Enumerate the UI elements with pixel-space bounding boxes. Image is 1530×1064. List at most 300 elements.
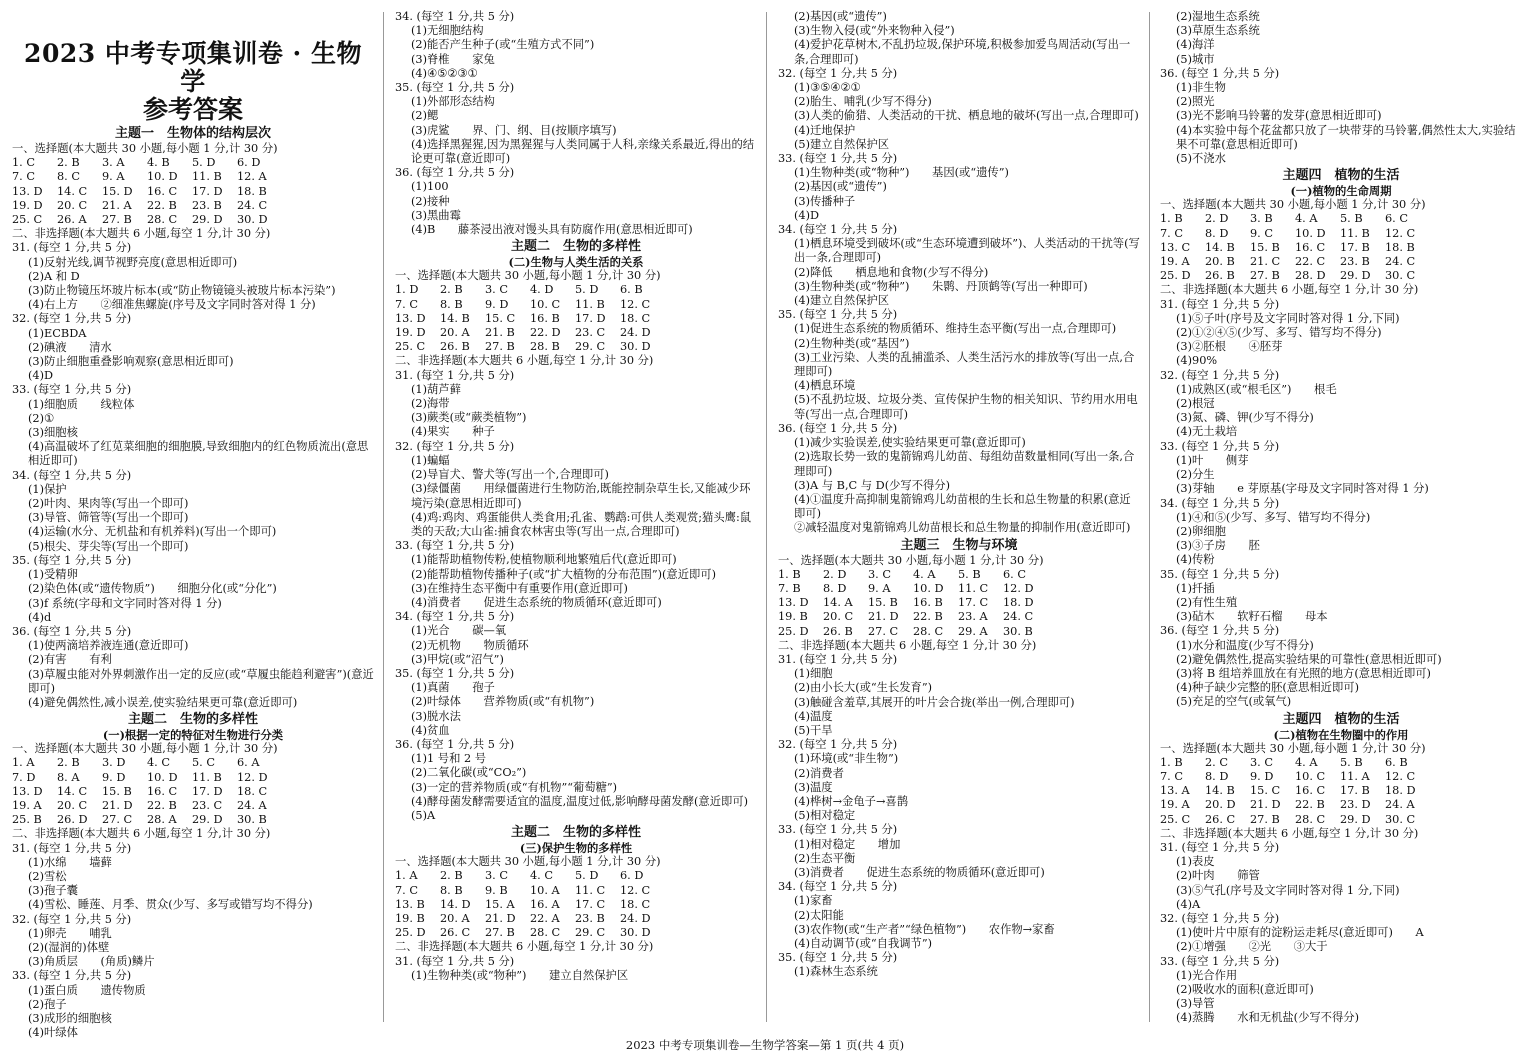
answer-line: (4)高温破坏了红苋菜细胞的细胞膜,导致细胞内的红色物质流出(意思相近即可) bbox=[28, 440, 369, 468]
answer-cell: 18. C bbox=[620, 897, 651, 911]
answer-line: (2)避免偶然性,提高实验结果的可靠性(意思相近即可) bbox=[1176, 652, 1442, 666]
answer-line: (2)叶肉 筛管 bbox=[1176, 869, 1260, 883]
answer-cell: 29. D bbox=[1340, 269, 1371, 283]
answer-line: (3)氮、磷、钾(少写不得分) bbox=[1176, 411, 1314, 425]
question-line: 34. (每空 1 分,共 5 分) bbox=[395, 10, 515, 23]
question-line: 31. (每空 1 分,共 5 分) bbox=[778, 652, 898, 666]
question-line: 32. (每空 1 分,共 5 分) bbox=[1160, 911, 1280, 925]
answer-line: (3)传播种子 bbox=[794, 194, 856, 208]
answer-cell: 7. C bbox=[395, 297, 419, 311]
answer-cell: 14. B bbox=[440, 311, 470, 325]
answer-line: (2)①②④⑤(少写、多写、错写均不得分) bbox=[1176, 326, 1382, 340]
section-heading: 主题四 植物的生活 bbox=[1282, 711, 1400, 727]
answer-cell: 21. D bbox=[102, 798, 133, 812]
answer-line: (3)成形的细胞核 bbox=[28, 1011, 112, 1025]
question-line: 35. (每空 1 分,共 5 分) bbox=[12, 553, 132, 567]
question-line: 32. (每空 1 分,共 5 分) bbox=[12, 912, 132, 926]
answer-line: (4)消费者 促进生态系统的物质循环(意近即可) bbox=[411, 595, 662, 609]
answer-grid bbox=[395, 869, 665, 940]
document-subtitle: 参考答案 bbox=[142, 95, 243, 124]
answer-cell: 4. C bbox=[147, 756, 171, 770]
answer-line: (2)无机物 物质循环 bbox=[411, 638, 529, 652]
answer-cell: 5. D bbox=[575, 869, 599, 883]
answer-line: (4)d bbox=[28, 610, 52, 624]
answer-line: (2)生物种类(或“基因”) bbox=[794, 336, 910, 350]
answer-line: (3)f 系统(字母和文字同时答对得 1 分) bbox=[28, 596, 222, 610]
answer-cell: 3. C bbox=[868, 567, 892, 581]
answer-grid bbox=[1160, 756, 1430, 827]
answer-line: (4)雪松、睡莲、月季、贯众(少写、多写或错写均不得分) bbox=[28, 898, 313, 912]
answer-cell: 27. B bbox=[102, 213, 132, 227]
answer-cell: 22. B bbox=[1295, 798, 1325, 812]
question-line: 32. (每空 1 分,共 5 分) bbox=[395, 439, 515, 453]
question-line: 35. (每空 1 分,共 5 分) bbox=[1160, 567, 1280, 581]
answer-cell: 23. B bbox=[575, 911, 605, 925]
answer-line: (3)在维持生态平衡中有重要作用(意近即可) bbox=[411, 581, 628, 595]
answer-line: (1)生物种类(或“物种”) 建立自然保护区 bbox=[411, 968, 629, 982]
answer-cell: 22. B bbox=[147, 198, 177, 212]
subsection-heading: (一)植物的生命周期 bbox=[1290, 184, 1392, 199]
answer-line: (2)(湿润的)体壁 bbox=[28, 940, 110, 954]
section-heading: 主题一 生物体的结构层次 bbox=[114, 126, 271, 141]
question-line: 32. (每空 1 分,共 5 分) bbox=[1160, 368, 1280, 382]
subsection-heading: (三)保护生物的多样性 bbox=[519, 841, 633, 856]
answer-line: (2)降低 栖息地和食物(少写不得分) bbox=[794, 265, 989, 279]
column-4-body bbox=[1160, 10, 1522, 1026]
answer-grid bbox=[1160, 212, 1430, 283]
subsection-heading: (一)根据一定的特征对生物进行分类 bbox=[102, 728, 284, 743]
answer-cell: 24. C bbox=[1385, 255, 1416, 269]
answer-line: (2)海带 bbox=[411, 397, 450, 411]
answer-cell: 10. A bbox=[530, 883, 560, 897]
answer-line: (1)受精卵 bbox=[28, 568, 78, 582]
answer-line: (4)迁地保护 bbox=[794, 123, 856, 137]
column-divider bbox=[766, 12, 767, 1022]
answer-line: (3)生物种类(或“物种”) 朱鹮、丹顶鹤等(写出一种即可) bbox=[794, 279, 1088, 293]
answer-cell: 26. B bbox=[823, 624, 853, 638]
answer-cell: 18. D bbox=[1385, 784, 1416, 798]
answer-cell: 3. C bbox=[485, 869, 509, 883]
answer-line: (3)导管 bbox=[1176, 997, 1215, 1011]
answer-cell: 28. C bbox=[147, 213, 178, 227]
question-line: 31. (每空 1 分,共 5 分) bbox=[1160, 840, 1280, 854]
question-line: 36. (每空 1 分,共 5 分) bbox=[1160, 66, 1280, 80]
answer-cell: 15. C bbox=[1250, 784, 1281, 798]
answer-cell: 10. D bbox=[147, 770, 178, 784]
answer-line: (1)⑤子叶(序号及文字同时答对得 1 分,下同) bbox=[1176, 311, 1400, 325]
question-line: 31. (每空 1 分,共 5 分) bbox=[395, 954, 515, 968]
answer-cell: 10. C bbox=[530, 297, 561, 311]
question-line: 33. (每空 1 分,共 5 分) bbox=[12, 383, 132, 397]
answer-line: (3)虎鲨 界、门、纲、目(按顺序填写) bbox=[411, 123, 617, 137]
answer-cell: 17. D bbox=[575, 311, 606, 325]
answer-line: (2)太阳能 bbox=[794, 908, 844, 922]
answer-cell: 4. A bbox=[1295, 212, 1318, 226]
answer-cell: 15. B bbox=[1250, 240, 1280, 254]
answer-line: (2)碘液 清水 bbox=[28, 340, 112, 354]
answer-line: (1)成熟区(或“根毛区”) 根毛 bbox=[1176, 382, 1337, 396]
answer-cell: 29. C bbox=[575, 340, 606, 354]
question-line: 32. (每空 1 分,共 5 分) bbox=[12, 312, 132, 326]
answer-line: (4)鸡:鸡肉、鸡蛋能供人类食用;孔雀、鹦鹉:可供人类观赏;猫头鹰:鼠类的天敌;大山雀:捕食农林害虫等(写出一点,合理即可) bbox=[411, 510, 752, 538]
answer-line: (3)防止细胞重叠影响观察(意思相近即可) bbox=[28, 355, 234, 369]
answer-cell: 30. C bbox=[1385, 812, 1416, 826]
answer-cell: 1. D bbox=[395, 283, 419, 297]
answer-line: (3)人类的偷猎、人类活动的干扰、栖息地的破坏(写出一点,合理即可) bbox=[794, 109, 1139, 123]
answer-cell: 12. C bbox=[620, 883, 651, 897]
subsection-heading: (二)植物在生物圈中的作用 bbox=[1273, 727, 1409, 742]
answer-line: (1)③⑤④②① bbox=[794, 81, 861, 95]
answer-line: (3)A 与 B,C 与 D(少写不得分) bbox=[794, 478, 951, 492]
answer-line: (5)根尖、芽尖等(写出一个即可) bbox=[28, 539, 189, 553]
answer-line: (4)桦树→金龟子→喜鹊 bbox=[794, 794, 909, 808]
answer-cell: 13. D bbox=[778, 596, 809, 610]
answer-line: (1)葫芦藓 bbox=[411, 382, 461, 396]
answer-line: (2)鳃 bbox=[411, 109, 439, 123]
answer-cell: 9. A bbox=[868, 581, 891, 595]
answer-cell: 6. D bbox=[237, 156, 261, 170]
answer-cell: 28. C bbox=[1295, 812, 1326, 826]
column-3-body bbox=[778, 10, 1140, 980]
answer-line: (4)温度 bbox=[794, 709, 833, 723]
answer-line: (5)干旱 bbox=[794, 723, 833, 737]
answer-line: (1)使叶片中原有的淀粉运走耗尽(意近即可) A bbox=[1176, 926, 1424, 940]
answer-line: (2)选取长势一致的鬼箭锦鸡儿幼苗、每组幼苗数量相同(写出一条,合理即可) bbox=[794, 450, 1135, 478]
answer-cell: 25. D bbox=[778, 624, 809, 638]
answer-cell: 18. B bbox=[237, 184, 267, 198]
answer-cell: 8. D bbox=[1205, 769, 1229, 783]
answer-cell: 20. D bbox=[1205, 798, 1236, 812]
answer-cell: 2. B bbox=[57, 156, 80, 170]
answer-cell: 10. D bbox=[1295, 226, 1326, 240]
answer-cell: 13. C bbox=[1160, 240, 1191, 254]
answer-cell: 3. D bbox=[102, 756, 126, 770]
answer-line: (1)促进生态系统的物质循环、维持生态平衡(写出一点,合理即可) bbox=[794, 322, 1117, 336]
answer-line: (1)使两滴培养液连通(意近即可) bbox=[28, 639, 189, 653]
column-2-body bbox=[395, 10, 757, 983]
answer-line: (4)建立自然保护区 bbox=[794, 294, 890, 308]
answer-cell: 23. B bbox=[192, 198, 222, 212]
answer-cell: 11. B bbox=[575, 297, 605, 311]
answer-line: (2)分生 bbox=[1176, 468, 1215, 482]
answer-cell: 1. A bbox=[395, 869, 418, 883]
answer-cell: 3. B bbox=[1250, 212, 1273, 226]
question-line: 33. (每空 1 分,共 5 分) bbox=[1160, 439, 1280, 453]
section-heading: 主题二 生物的多样性 bbox=[127, 712, 258, 728]
answer-cell: 14. D bbox=[440, 897, 471, 911]
answer-cell: 25. B bbox=[12, 813, 42, 827]
answer-line: (3)孢子囊 bbox=[28, 884, 78, 898]
answer-cell: 28. B bbox=[530, 340, 560, 354]
answer-line: (1)蝙蝠 bbox=[411, 453, 450, 467]
answer-cell: 18. C bbox=[237, 784, 268, 798]
answer-cell: 11. C bbox=[958, 581, 989, 595]
answer-cell: 20. C bbox=[57, 198, 88, 212]
answer-cell: 14. C bbox=[57, 184, 88, 198]
answer-cell: 25. D bbox=[395, 926, 426, 940]
column-1 bbox=[12, 10, 374, 1040]
answer-cell: 27. C bbox=[868, 624, 899, 638]
answer-cell: 2. D bbox=[1205, 212, 1229, 226]
answer-line: (2)消费者 bbox=[794, 766, 844, 780]
answer-line: (1)表皮 bbox=[1176, 855, 1215, 869]
answer-line: (4)右上方 ②细准焦螺旋(序号及文字同时答对得 1 分) bbox=[28, 298, 316, 312]
answer-cell: 26. A bbox=[57, 213, 87, 227]
answer-line: (3)触碰含羞草,其展开的叶片会合拢(举出一例,合理即可) bbox=[794, 695, 1075, 709]
answer-line: (4)D bbox=[794, 208, 820, 222]
answer-line: (2)吸收水的面积(意近即可) bbox=[1176, 983, 1314, 996]
answer-line: (2)有性生殖 bbox=[1176, 595, 1238, 609]
answer-cell: 27. B bbox=[485, 926, 515, 940]
answer-line: (3)脱水法 bbox=[411, 709, 461, 723]
answer-cell: 20. A bbox=[440, 911, 470, 925]
column-3 bbox=[778, 10, 1140, 1030]
question-line: 32. (每空 1 分,共 5 分) bbox=[778, 738, 898, 752]
answer-line: (1)细胞 bbox=[794, 667, 833, 681]
answer-line: (5)不乱扔垃圾、垃圾分类、宣传保护生物的相关知识、节约用水用电等(写出一点,合理即可) bbox=[794, 393, 1138, 421]
answer-cell: 1. B bbox=[1160, 755, 1183, 769]
answer-cell: 25. C bbox=[395, 340, 426, 354]
answer-cell: 16. C bbox=[147, 184, 178, 198]
answer-cell: 2. B bbox=[57, 756, 80, 770]
answer-cell: 19. B bbox=[778, 610, 808, 624]
answer-cell: 22. A bbox=[530, 911, 560, 925]
answer-line: (2)根冠 bbox=[1176, 397, 1215, 411]
answer-cell: 24. C bbox=[237, 198, 268, 212]
answer-line: (4)无土栽培 bbox=[1176, 425, 1238, 439]
question-line: 36. (每空 1 分,共 5 分) bbox=[395, 166, 515, 180]
answer-line: (1)家畜 bbox=[794, 894, 833, 908]
section-heading: 主题二 生物的多样性 bbox=[510, 239, 641, 255]
answer-cell: 5. B bbox=[958, 567, 981, 581]
question-line: 一、选择题(本大题共 30 小题,每小题 1 分,计 30 分) bbox=[1160, 198, 1426, 212]
answer-cell: 17. D bbox=[192, 184, 223, 198]
answer-line: (2)胎生、哺乳(少写不得分) bbox=[794, 95, 932, 109]
answer-line: (1)光合 碳—氧 bbox=[411, 624, 507, 638]
answer-cell: 22. C bbox=[1295, 255, 1326, 269]
question-line: 36. (每空 1 分,共 5 分) bbox=[12, 624, 132, 638]
answer-grid bbox=[12, 756, 282, 827]
answer-cell: 28. C bbox=[913, 624, 944, 638]
answer-line: (4)种子缺少完整的胚(意思相近即可) bbox=[1176, 681, 1359, 695]
answer-cell: 4. A bbox=[1295, 755, 1318, 769]
answer-line: (3)蕨类(或“蕨类植物”) bbox=[411, 411, 527, 425]
answer-cell: 2. D bbox=[823, 567, 847, 581]
answer-cell: 20. C bbox=[823, 610, 854, 624]
answer-cell: 2. C bbox=[1205, 755, 1229, 769]
answer-cell: 3. C bbox=[485, 283, 509, 297]
answer-line: (3)一定的营养物质(或“有机物”“葡萄糖”) bbox=[411, 780, 618, 794]
answer-cell: 11. B bbox=[1340, 226, 1370, 240]
answer-cell: 11. B bbox=[192, 770, 222, 784]
subsection-heading: (二)生物与人类生活的关系 bbox=[508, 255, 644, 270]
question-line: 二、非选择题(本大题共 6 小题,每空 1 分,计 30 分) bbox=[12, 227, 271, 241]
answer-cell: 2. B bbox=[440, 283, 463, 297]
answer-line: (3)③子房 胚 bbox=[1176, 539, 1260, 553]
answer-line: (3)草原生态系统 bbox=[1176, 24, 1260, 38]
answer-cell: 18. D bbox=[1003, 596, 1034, 610]
answer-line: (5)建立自然保护区 bbox=[794, 137, 890, 151]
answer-line: (2)孢子 bbox=[28, 997, 67, 1011]
answer-line: (1)扦插 bbox=[1176, 581, 1215, 595]
question-line: 33. (每空 1 分,共 5 分) bbox=[395, 539, 515, 553]
answer-cell: 29. A bbox=[958, 624, 988, 638]
column-divider bbox=[1149, 12, 1150, 1022]
answer-cell: 21. C bbox=[1250, 255, 1281, 269]
question-line: 二、非选择题(本大题共 6 小题,每空 1 分,计 30 分) bbox=[395, 940, 654, 954]
answer-cell: 19. A bbox=[12, 798, 42, 812]
answer-cell: 18. C bbox=[620, 311, 651, 325]
question-line: 二、非选择题(本大题共 6 小题,每空 1 分,计 30 分) bbox=[12, 827, 271, 841]
question-line: 33. (每空 1 分,共 5 分) bbox=[1160, 954, 1280, 968]
answer-cell: 1. B bbox=[778, 567, 801, 581]
question-line: 一、选择题(本大题共 30 小题,每小题 1 分,计 30 分) bbox=[1160, 741, 1426, 755]
answer-cell: 18. B bbox=[1385, 240, 1415, 254]
answer-cell: 14. A bbox=[823, 596, 853, 610]
question-line: 二、非选择题(本大题共 6 小题,每空 1 分,计 30 分) bbox=[1160, 283, 1419, 297]
question-line: 31. (每空 1 分,共 5 分) bbox=[12, 241, 132, 255]
answer-cell: 24. A bbox=[1385, 798, 1415, 812]
answer-cell: 9. D bbox=[485, 297, 509, 311]
answer-line: (4)栖息环境 bbox=[794, 379, 856, 393]
answer-cell: 13. D bbox=[12, 184, 43, 198]
answer-cell: 10. C bbox=[1295, 769, 1326, 783]
answer-cell: 4. A bbox=[913, 567, 936, 581]
answer-cell: 23. A bbox=[958, 610, 988, 624]
answer-cell: 16. C bbox=[1295, 240, 1326, 254]
section-heading: 主题四 植物的生活 bbox=[1282, 168, 1400, 184]
answer-line: (4)蒸腾 水和无机盐(少写不得分) bbox=[1176, 1011, 1359, 1025]
answer-line: (1)④和⑤(少写、多写、错写均不得分) bbox=[1176, 510, 1371, 524]
answer-cell: 27. B bbox=[485, 340, 515, 354]
answer-line: (1)栖息环境受到破坏(或“生态环境遭到破坏”)、人类活动的干扰等(写出一条,合理即可) bbox=[794, 237, 1140, 265]
answer-line: (3)农作物(或“生产者”“绿色植物”) 农作物→家畜 bbox=[794, 922, 1055, 936]
question-line: 34. (每空 1 分,共 5 分) bbox=[395, 610, 515, 624]
answer-cell: 8. A bbox=[57, 770, 80, 784]
answer-cell: 15. B bbox=[102, 784, 132, 798]
answer-cell: 21. D bbox=[485, 911, 516, 925]
answer-cell: 19. A bbox=[1160, 255, 1190, 269]
answer-line: (4)避免偶然性,减小误差,使实验结果更可靠(意近即可) bbox=[28, 695, 298, 709]
answer-line: (3)甲烷(或“沼气”) bbox=[411, 652, 504, 666]
answer-line: (2)①增强 ②光 ③大于 bbox=[1176, 940, 1328, 954]
answer-line: (5)城市 bbox=[1176, 52, 1215, 66]
answer-cell: 16. C bbox=[147, 784, 178, 798]
answer-line: (4)贫血 bbox=[411, 723, 450, 737]
answer-line: (1)减少实验误差,使实验结果更可靠(意近即可) bbox=[794, 436, 1026, 450]
answer-cell: 25. C bbox=[12, 213, 43, 227]
answer-cell: 8. D bbox=[1205, 226, 1229, 240]
answer-line: (4)选择黑猩猩,因为黑猩猩与人类同属于人科,亲缘关系最近,得出的结论更可靠(意近即可) bbox=[411, 137, 755, 166]
answer-cell: 30. D bbox=[620, 926, 651, 940]
answer-cell: 10. D bbox=[913, 581, 944, 595]
answer-cell: 15. C bbox=[485, 311, 516, 325]
answer-cell: 29. D bbox=[192, 213, 223, 227]
answer-line: (2)照光 bbox=[1176, 95, 1215, 109]
question-line: 34. (每空 1 分,共 5 分) bbox=[778, 880, 898, 894]
answer-cell: 23. C bbox=[192, 798, 223, 812]
answer-line: (2)A 和 D bbox=[28, 269, 80, 283]
answer-cell: 3. C bbox=[1250, 755, 1274, 769]
answer-line: (1)光合作用 bbox=[1176, 968, 1238, 982]
question-line: 34. (每空 1 分,共 5 分) bbox=[1160, 496, 1280, 510]
answer-cell: 24. D bbox=[620, 911, 651, 925]
question-line: 33. (每空 1 分,共 5 分) bbox=[778, 152, 898, 166]
answer-line: (1)环境(或“非生物”) bbox=[794, 752, 899, 766]
answer-cell: 21. D bbox=[1250, 798, 1281, 812]
question-line: 二、非选择题(本大题共 6 小题,每空 1 分,计 30 分) bbox=[778, 638, 1037, 652]
question-line: 35. (每空 1 分,共 5 分) bbox=[395, 666, 515, 680]
answer-cell: 6. C bbox=[1385, 212, 1409, 226]
answer-cell: 8. D bbox=[823, 581, 847, 595]
answer-line: (4)爱护花草树木,不乱扔垃圾,保护环境,积极参加爱鸟周活动(写出一条,合理即可) bbox=[794, 38, 1131, 66]
answer-line: (2)生态平衡 bbox=[794, 851, 856, 865]
answer-line: (2)叶绿体 营养物质(或“有机物”) bbox=[411, 695, 595, 709]
answer-cell: 12. C bbox=[620, 297, 651, 311]
answer-line: (4)叶绿体 bbox=[28, 1026, 78, 1040]
question-line: 33. (每空 1 分,共 5 分) bbox=[12, 969, 132, 983]
answer-line: ②减轻温度对鬼箭锦鸡儿幼苗根长和总生物量的抑制作用(意近即可) bbox=[794, 521, 1131, 535]
answer-cell: 27. B bbox=[1250, 269, 1280, 283]
answer-line: (1)相对稳定 增加 bbox=[794, 837, 901, 851]
answer-line: (4)果实 种子 bbox=[411, 425, 495, 439]
question-line: 32. (每空 1 分,共 5 分) bbox=[778, 66, 898, 80]
answer-cell: 20. B bbox=[1205, 255, 1235, 269]
answer-cell: 15. B bbox=[868, 596, 898, 610]
question-line: 二、非选择题(本大题共 6 小题,每空 1 分,计 30 分) bbox=[395, 354, 654, 368]
answer-cell: 1. C bbox=[12, 156, 36, 170]
answer-line: (4)B 藤茶浸出液对馒头具有防腐作用(意思相近即可) bbox=[411, 223, 693, 237]
answer-cell: 30. D bbox=[620, 340, 651, 354]
answer-cell: 16. A bbox=[530, 897, 560, 911]
question-line: 一、选择题(本大题共 30 小题,每小题 1 分,计 30 分) bbox=[395, 855, 661, 869]
answer-line: (1)森林生态系统 bbox=[794, 965, 878, 979]
column-divider bbox=[383, 12, 384, 1022]
answer-cell: 11. C bbox=[575, 883, 606, 897]
question-line: 31. (每空 1 分,共 5 分) bbox=[1160, 297, 1280, 311]
answer-cell: 30. B bbox=[1003, 624, 1033, 638]
answer-cell: 30. C bbox=[1385, 269, 1416, 283]
answer-cell: 20. A bbox=[440, 326, 470, 340]
answer-cell: 22. B bbox=[147, 798, 177, 812]
answer-cell: 28. D bbox=[1295, 269, 1326, 283]
answer-cell: 23. B bbox=[1340, 255, 1370, 269]
answer-cell: 8. B bbox=[440, 297, 463, 311]
answer-cell: 17. C bbox=[575, 897, 606, 911]
answer-line: (4)D bbox=[28, 369, 54, 383]
answer-cell: 30. D bbox=[237, 213, 268, 227]
answer-cell: 14. B bbox=[1205, 784, 1235, 798]
answer-line: (3)光不影响马铃薯的发芽(意思相近即可) bbox=[1176, 109, 1382, 123]
answer-line: (3)砧木 软籽石榴 母本 bbox=[1176, 610, 1328, 624]
answer-cell: 1. A bbox=[12, 756, 35, 770]
answer-line: (1)细胞质 线粒体 bbox=[28, 397, 135, 411]
answer-line: (2)① bbox=[28, 411, 55, 425]
answer-cell: 7. C bbox=[12, 170, 36, 184]
answer-cell: 22. B bbox=[913, 610, 943, 624]
answer-cell: 21. D bbox=[868, 610, 899, 624]
answer-line: (3)消费者 促进生态系统的物质循环(意近即可) bbox=[794, 865, 1045, 879]
answer-line: (1)保护 bbox=[28, 482, 67, 496]
document-title: 2023 中考专项集训卷 · 生物学 bbox=[24, 39, 362, 96]
section-heading: 主题三 生物与环境 bbox=[900, 537, 1018, 553]
answer-cell: 22. D bbox=[530, 326, 561, 340]
answer-cell: 12. D bbox=[237, 770, 268, 784]
answer-cell: 29. D bbox=[192, 813, 223, 827]
answer-line: (1)1 号和 2 号 bbox=[411, 752, 487, 766]
column-4 bbox=[1160, 10, 1522, 1030]
answer-line: (3)脊椎 家兔 bbox=[411, 52, 495, 66]
